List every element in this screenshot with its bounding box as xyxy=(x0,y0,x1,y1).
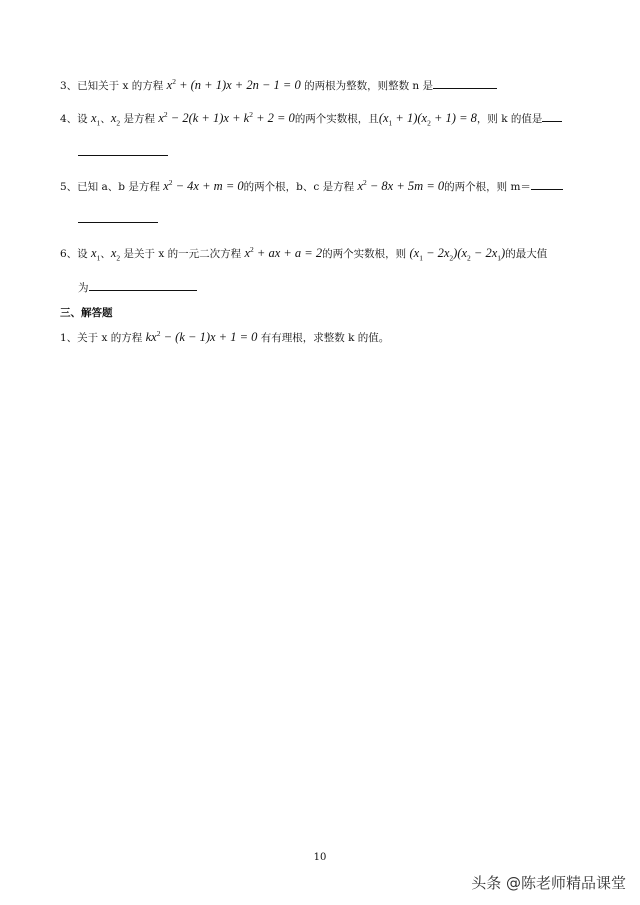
q4-separator: 、 xyxy=(100,113,111,125)
q4-answer-blank-b[interactable] xyxy=(78,145,168,156)
q6-root-x1: $x_1$ xyxy=(91,246,101,263)
q6-root-x2: $x_2$ xyxy=(110,246,121,263)
question-4-line2 xyxy=(78,145,168,160)
q4-prefix: 4、设 xyxy=(60,113,88,125)
q6-separator: 、 xyxy=(100,248,111,260)
q3-answer-blank[interactable] xyxy=(433,78,497,89)
p1-prefix: 1、关于 x 的方程 xyxy=(60,332,143,344)
page-number: 10 xyxy=(313,852,327,863)
q6-after-eq: 的两个实数根，则 xyxy=(322,248,407,260)
q4-mid: 是方程 xyxy=(123,113,155,125)
p1-equation: $kx^2 - (k - 1)x + 1 = 0$ xyxy=(145,328,258,344)
q3-equation: $x^2 + (n + 1)x + 2n - 1 = 0$ xyxy=(166,76,301,92)
q4-equation: $x^2 - 2(k + 1)x + k^2 + 2 = 0$ xyxy=(158,109,295,125)
question-3 xyxy=(60,78,497,93)
q4-suffix: ，则 k 的值是 xyxy=(476,113,543,125)
q5-mid: 的两个根，b、c 是方程 xyxy=(243,181,355,193)
question-4 xyxy=(60,111,562,126)
question-5 xyxy=(60,179,563,194)
q6-answer-blank[interactable] xyxy=(89,280,197,291)
q3-suffix: 的两根为整数，则整数 n 是 xyxy=(304,80,434,92)
p1-suffix: 有有理根，求整数 k 的值。 xyxy=(260,332,390,344)
q4-root-x1: $x_1$ xyxy=(91,111,101,128)
q4-root-x2: $x_2$ xyxy=(110,111,121,128)
section-heading: 三、解答题 xyxy=(60,307,113,319)
q6-prefix: 6、设 xyxy=(60,248,88,260)
q5-equation-1: $x^2 - 4x + m = 0$ xyxy=(163,177,244,193)
q6-expression: $(x_1 - 2x_2)(x_2 - 2x_1)$ xyxy=(409,246,506,263)
q6-line2-label: 为 xyxy=(78,282,89,294)
q5-equation-2: $x^2 - 8x + 5m = 0$ xyxy=(357,177,445,193)
q3-prefix: 3、已知关于 x 的方程 xyxy=(60,80,164,92)
q5-answer-blank-b[interactable] xyxy=(78,212,158,223)
question-5-line2 xyxy=(78,212,158,227)
q4-answer-blank-a[interactable] xyxy=(542,111,562,122)
q5-suffix: 的两个根，则 m＝ xyxy=(444,181,531,193)
q5-prefix: 5、已知 a、b 是方程 xyxy=(60,181,160,193)
question-6 xyxy=(60,246,547,261)
q4-condition: $(x_1 + 1)(x_2 + 1) = 8$ xyxy=(378,111,477,128)
q6-equation: $x^2$ + ax + a = 2 xyxy=(244,244,323,260)
problem-1 xyxy=(60,330,389,345)
question-6-line2 xyxy=(78,280,197,295)
q5-answer-blank-a[interactable] xyxy=(531,179,563,190)
q6-suffix: 的最大值 xyxy=(505,248,548,260)
watermark: 头条 @陈老师精品课堂 xyxy=(471,874,626,892)
q6-mid: 是关于 x 的一元二次方程 xyxy=(123,248,242,260)
q4-after-eq: 的两个实数根，且 xyxy=(294,113,379,125)
